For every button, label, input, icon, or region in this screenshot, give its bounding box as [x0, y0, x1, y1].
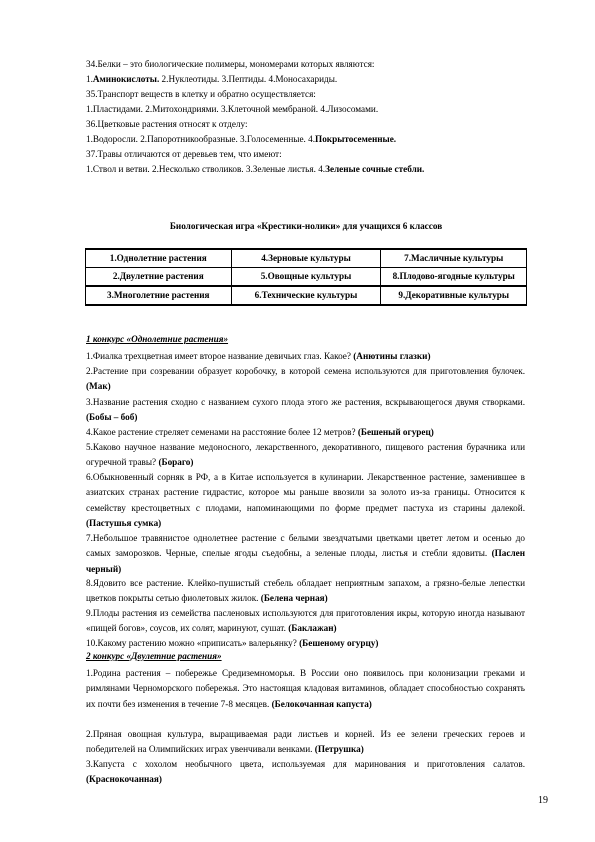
- correct-answer: Аминокислоты.: [92, 74, 160, 84]
- table-cell: 3.Многолетние растения: [86, 286, 232, 305]
- item-text: 2.Растение при созревании образует коробочку, в которой семена используются для приготовления булочек.: [86, 366, 525, 376]
- table-cell: 5.Овощные культуры: [231, 268, 381, 287]
- item-answer: (Бешеный огурец): [357, 427, 434, 437]
- categories-table: [85, 248, 527, 306]
- item-text: 8.Ядовито все растение. Клейко-пушистый стебель обладает неприятным запахом, а грязно-белые лепестки цветков покрыты сетью фиолетовых жилок.: [86, 578, 525, 604]
- section-1-item: [86, 470, 525, 532]
- section-2-item: [86, 666, 525, 712]
- section-1-item: [86, 606, 525, 637]
- item-answer: (Краснокочанная): [86, 774, 162, 785]
- item-text: 3.Название растения сходно с названием сухого плода этого же растения, вскрывающегося двумя створками.: [86, 397, 525, 407]
- section-1-item: [86, 349, 525, 364]
- item-text: 3.Капуста с хохолом необычного цвета, используемая для маринования и приготовления салатов.: [86, 759, 525, 769]
- table-cell: 9.Декоративные культуры: [381, 286, 527, 305]
- section-2-item: [86, 727, 525, 758]
- other-options: 1.Ствол и ветви. 2.Несколько стволиков. 3.Зеленые листья. 4.: [86, 164, 326, 174]
- correct-answer: Покрытосеменные.: [315, 134, 397, 144]
- item-answer: (Бобы – боб): [86, 412, 138, 423]
- item-text: 4.Какое растение стреляет семенами на расстояние более 12 метров?: [86, 427, 358, 437]
- item-answer: (Белена черная): [260, 593, 328, 604]
- section-1-item: [86, 364, 525, 395]
- section-1-item: [86, 636, 525, 651]
- section-1-item: [86, 440, 525, 471]
- item-text: 9.Плоды растения из семейства пасленовых используются для приготовления икры, которую иногда называют «пищей богов», соусов, их солят, маринуют, сушат.: [86, 608, 525, 634]
- item-answer: (Пастушья сумка): [86, 518, 162, 529]
- answer-options-35: 1.Пластидами. 2.Митохондриями. 3.Клеточной мембраной. 4.Лизосомами.: [86, 104, 379, 114]
- other-options: 1.Водоросли. 2.Папоротникообразные. 3.Голосеменные. 4.: [86, 134, 316, 144]
- item-text: 7.Небольшое травянистое однолетнее растение с белыми звездчатыми цветками цветет летом и осенью до самых заморозков. Черные, спелые ягоды съедобны, а зеленые плоды, листья и стебли ядовиты.: [86, 533, 525, 559]
- table-cell: 1.Однолетние растения: [86, 249, 232, 268]
- section-1-title: 1 конкурс «Однолетние растения»: [86, 334, 229, 344]
- table-cell: 4.Зерновые культуры: [231, 249, 381, 268]
- section-1-item: [86, 395, 525, 426]
- item-answer: (Баклажан): [288, 623, 337, 634]
- item-answer: (Белокочанная капуста): [271, 698, 372, 709]
- item-text: 2.Пряная овощная культура, выращиваемая ради листьев и корней. Из ее зелени греческих героев и победителей на Олимпийских играх увенчивали венками.: [86, 729, 525, 755]
- item-text: 1.Фиалка трехцветная имеет второе название девичьих глаз. Какое?: [86, 351, 354, 361]
- item-text: 6.Обыкновенный сорняк в РФ, а в Китае используется в кулинарии. Лекарственное растение, заменившее в азиатских странах растение гидрастис, которое мы раньше ввозили за золото из-за границы. Относится к семейству крестоцветных с плодами, напоминающими по форме предмет пастуха из старины далекой.: [86, 472, 525, 513]
- item-answer: (Анютины глазки): [353, 351, 431, 361]
- question-35: 35.Транспорт веществ в клетку и обратно осуществляется:: [86, 89, 316, 99]
- item-text: 1.Родина растения – побережье Средиземноморья. В России оно появилось при колонизации греками и римлянами Черноморского побережья. Это настоящая кладовая витаминов, обладает способностью сохранять их почти без изменения в течение 7-8 месяцев.: [86, 668, 525, 709]
- item-answer: (Мак): [86, 381, 111, 392]
- section-1-item: [86, 425, 525, 440]
- page-number: 19: [538, 795, 548, 806]
- answer-options-37: [86, 162, 526, 177]
- other-options: 2.Нуклеотиды. 3.Пептиды. 4.Моносахариды.: [159, 74, 338, 84]
- option-number: 1.: [86, 74, 93, 84]
- answer-options-34: [86, 72, 526, 87]
- table-cell: 6.Технические культуры: [231, 286, 381, 305]
- item-answer: (Бораго): [158, 457, 194, 468]
- item-text: 5.Каково научное название медоносного, лекарственного, декоративного, пищевого растения бурачника или огуречной травы?: [86, 442, 525, 468]
- section-1-item: [86, 531, 525, 577]
- question-37: 37.Травы отличаются от деревьев тем, что имеют:: [86, 149, 282, 159]
- section-1-item: [86, 576, 525, 607]
- section-2-item: [86, 757, 525, 788]
- table-row: [86, 268, 527, 287]
- question-36: 36.Цветковые растения относят к отделу:: [86, 119, 248, 129]
- item-answer: (Петрушка): [314, 744, 364, 755]
- item-answer: (Бешеному огурцу): [299, 638, 379, 648]
- section-2-title: 2 конкурс «Двулетние растения»: [86, 651, 222, 661]
- question-34: 34.Белки – это биологические полимеры, мономерами которых являются:: [86, 59, 375, 69]
- table-cell: 2.Двулетние растения: [86, 268, 232, 287]
- table-row: [86, 249, 527, 268]
- table-cell: 8.Плодово-ягодные культуры: [381, 268, 527, 287]
- correct-answer: Зеленые сочные стебли.: [325, 164, 425, 174]
- table-row: [86, 286, 527, 305]
- item-answer: (Паслен черный): [86, 548, 525, 574]
- item-text: 10.Какому растению можно «приписать» валерьянку?: [86, 638, 300, 648]
- table-cell: 7.Масличные культуры: [381, 249, 527, 268]
- game-title: Биологическая игра «Крестики-нолики» для учащихся 6 классов: [169, 221, 443, 231]
- answer-options-36: [86, 132, 526, 147]
